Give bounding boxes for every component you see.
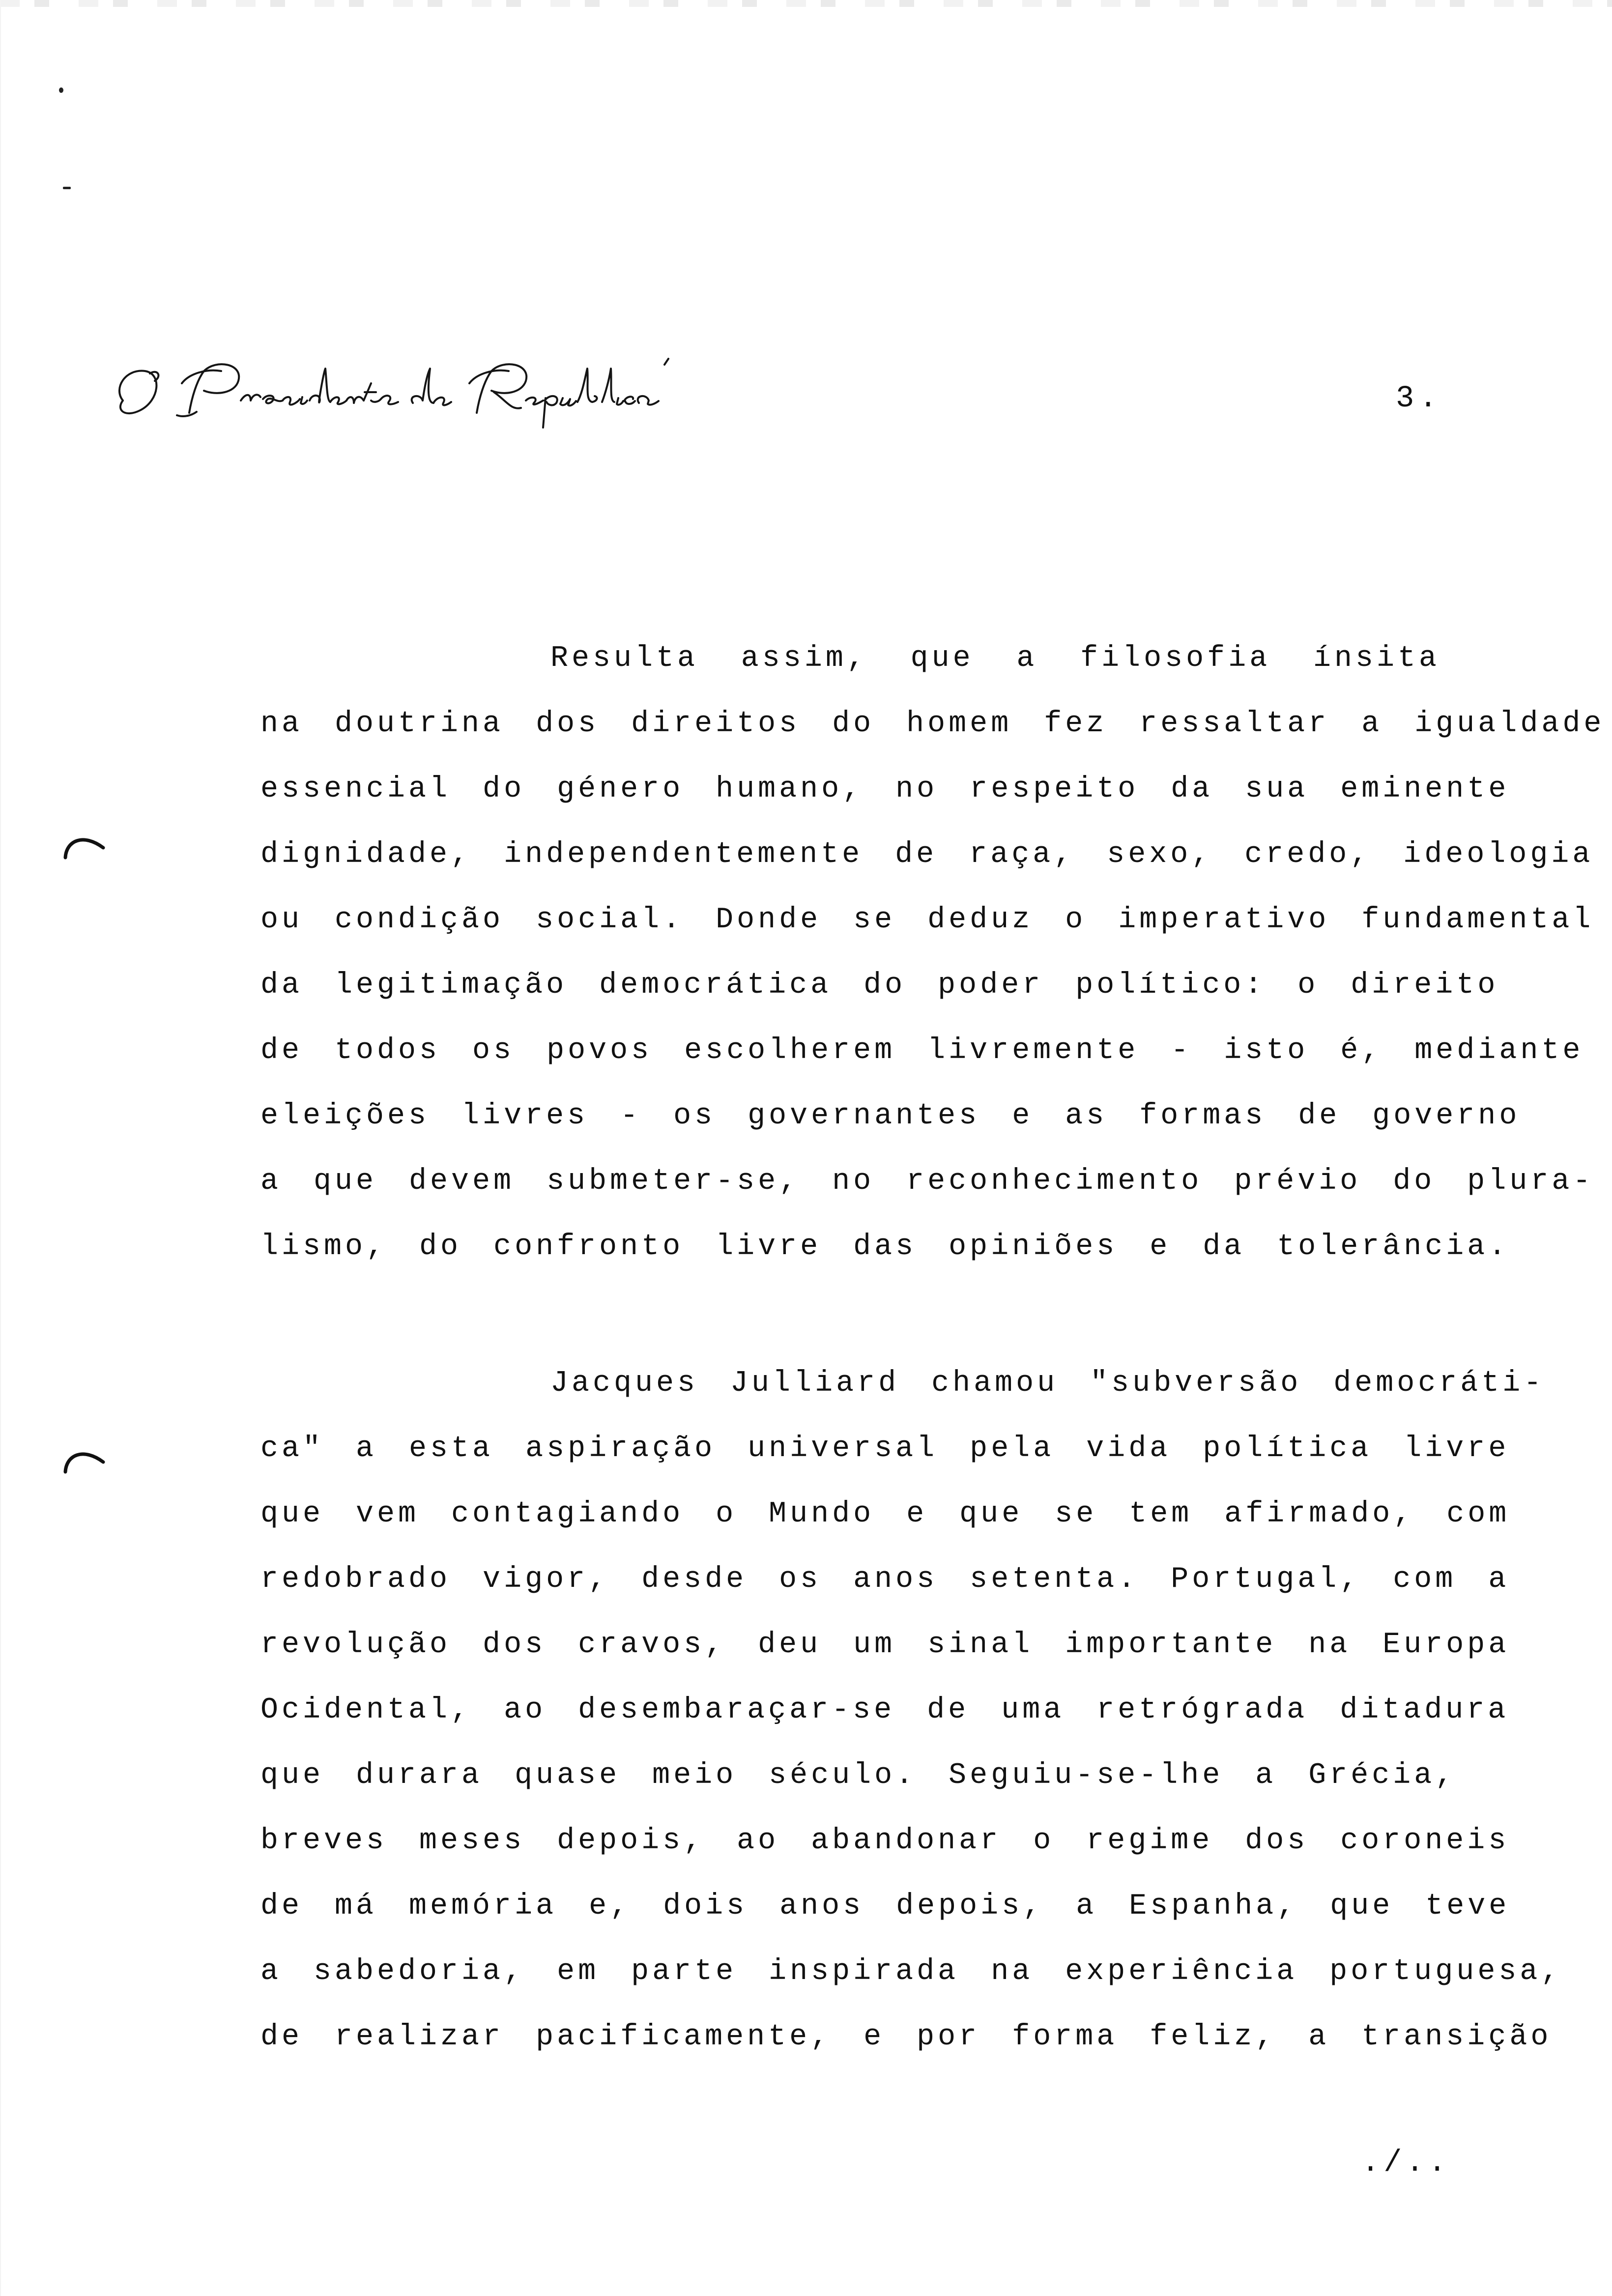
text-line: lismo, do confronto livre das opiniões e da tolerância. [260,1230,1510,1263]
text-line: a sabedoria, em parte inspirada na experiência portuguesa, [260,1955,1562,1988]
paragraph-2 [260,1364,1562,2083]
punch-hole-mark [61,1445,106,1474]
scan-edge-noise [0,0,1612,7]
text-line: essencial do género humano, no respeito da sua eminente [260,773,1510,806]
text-line: redobrado vigor, desde os anos setenta. Portugal, com a [260,1563,1510,1596]
text-line: ca" a esta aspiração universal pela vida política livre [260,1432,1510,1465]
text-line: de realizar pacificamente, e por forma feliz, a transição [260,2020,1552,2054]
text-line: ou condição social. Donde se deduz o imperativo fundamental [260,903,1594,937]
text-line: que vem contagiando o Mundo e que se tem afirmado, com [260,1497,1510,1531]
scan-speck [63,187,71,189]
text-line: de todos os povos escolherem livremente - isto é, mediante [260,1034,1584,1067]
text-line: revolução dos cravos, deu um sinal importante na Europa [260,1628,1510,1662]
text-line: Resulta assim, que a filosofia ínsita [550,642,1440,675]
text-line: dignidade, independentemente de raça, sexo, credo, ideologia [260,838,1594,871]
scan-speck [59,87,63,93]
text-line: eleições livres - os governantes e as formas de governo [260,1099,1521,1133]
letterhead-script [103,354,678,432]
text-line: da legitimação democrática do poder político: o direito [260,969,1499,1002]
text-line: na doutrina dos direitos do homem fez ressaltar a igualdade [260,707,1605,741]
text-line: breves meses depois, ao abandonar o regime dos coroneis [260,1824,1510,1858]
scan-edge-line [0,0,1,2296]
text-line: que durara quase meio século. Seguiu-se-lhe a Grécia, [260,1759,1457,1792]
text-line: Jacques Julliard chamou "subversão democráti- [550,1367,1545,1400]
page-number: 3. [1396,381,1442,416]
punch-hole-mark [61,831,106,860]
text-line: Ocidental, ao desembaraçar-se de uma retrógrada ditadura [260,1693,1509,1727]
text-line: de má memória e, dois anos depois, a Espanha, que teve [260,1890,1510,1923]
paragraph-1 [260,639,1605,1292]
continuation-mark: ./.. [1361,2145,1450,2180]
text-line: a que devem submeter-se, no reconhecimento prévio do plura- [260,1165,1594,1198]
